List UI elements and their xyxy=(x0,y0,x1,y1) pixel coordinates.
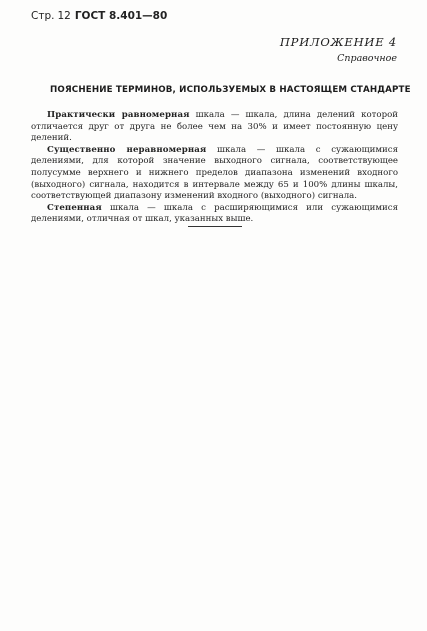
page-number: 12 xyxy=(57,10,71,22)
paragraph-uniform-scale xyxy=(31,110,398,145)
standard-designation: ГОСТ 8.401—80 xyxy=(74,10,168,22)
term-uniform: Практически равномерная xyxy=(47,110,190,120)
page-prefix: Стр. xyxy=(31,10,55,22)
term-power: Степенная xyxy=(47,202,102,213)
definition-nonuniform: шкала — шкала с сужающимися делениями, для которой значение выходного сигнала, соответствующее полусумме верхнего и нижнего пределов диапазона изменений входного (выходного) сигнала, находится в интервале между 65 и 100% длины шкалы, соответствующей диапазону изменений входного (выходного) сигнала. xyxy=(31,144,398,202)
paragraph-nonuniform-scale xyxy=(31,145,398,203)
end-divider xyxy=(188,226,242,227)
page-header xyxy=(31,10,167,22)
appendix-title: ПРИЛОЖЕНИЕ 4 xyxy=(279,35,397,49)
appendix-subtitle: Справочное xyxy=(337,53,397,64)
definition-power: шкала — шкала с расширяющимися или сужающимися делениями, отличная от шкал, указанных выше. xyxy=(31,202,398,225)
definition-uniform: шкала — шкала, длина делений которой отличается друг от друга не более чем на 30% и имеет постоянную цену делений. xyxy=(31,110,398,144)
term-nonuniform: Существенно неравномерная xyxy=(47,144,207,155)
document-body xyxy=(31,110,398,226)
appendix-label xyxy=(280,35,397,64)
paragraph-power-scale xyxy=(31,203,398,226)
document-title: ПОЯСНЕНИЕ ТЕРМИНОВ, ИСПОЛЬЗУЕМЫХ В НАСТОЯЩЕМ СТАНДАРТЕ xyxy=(50,85,411,95)
